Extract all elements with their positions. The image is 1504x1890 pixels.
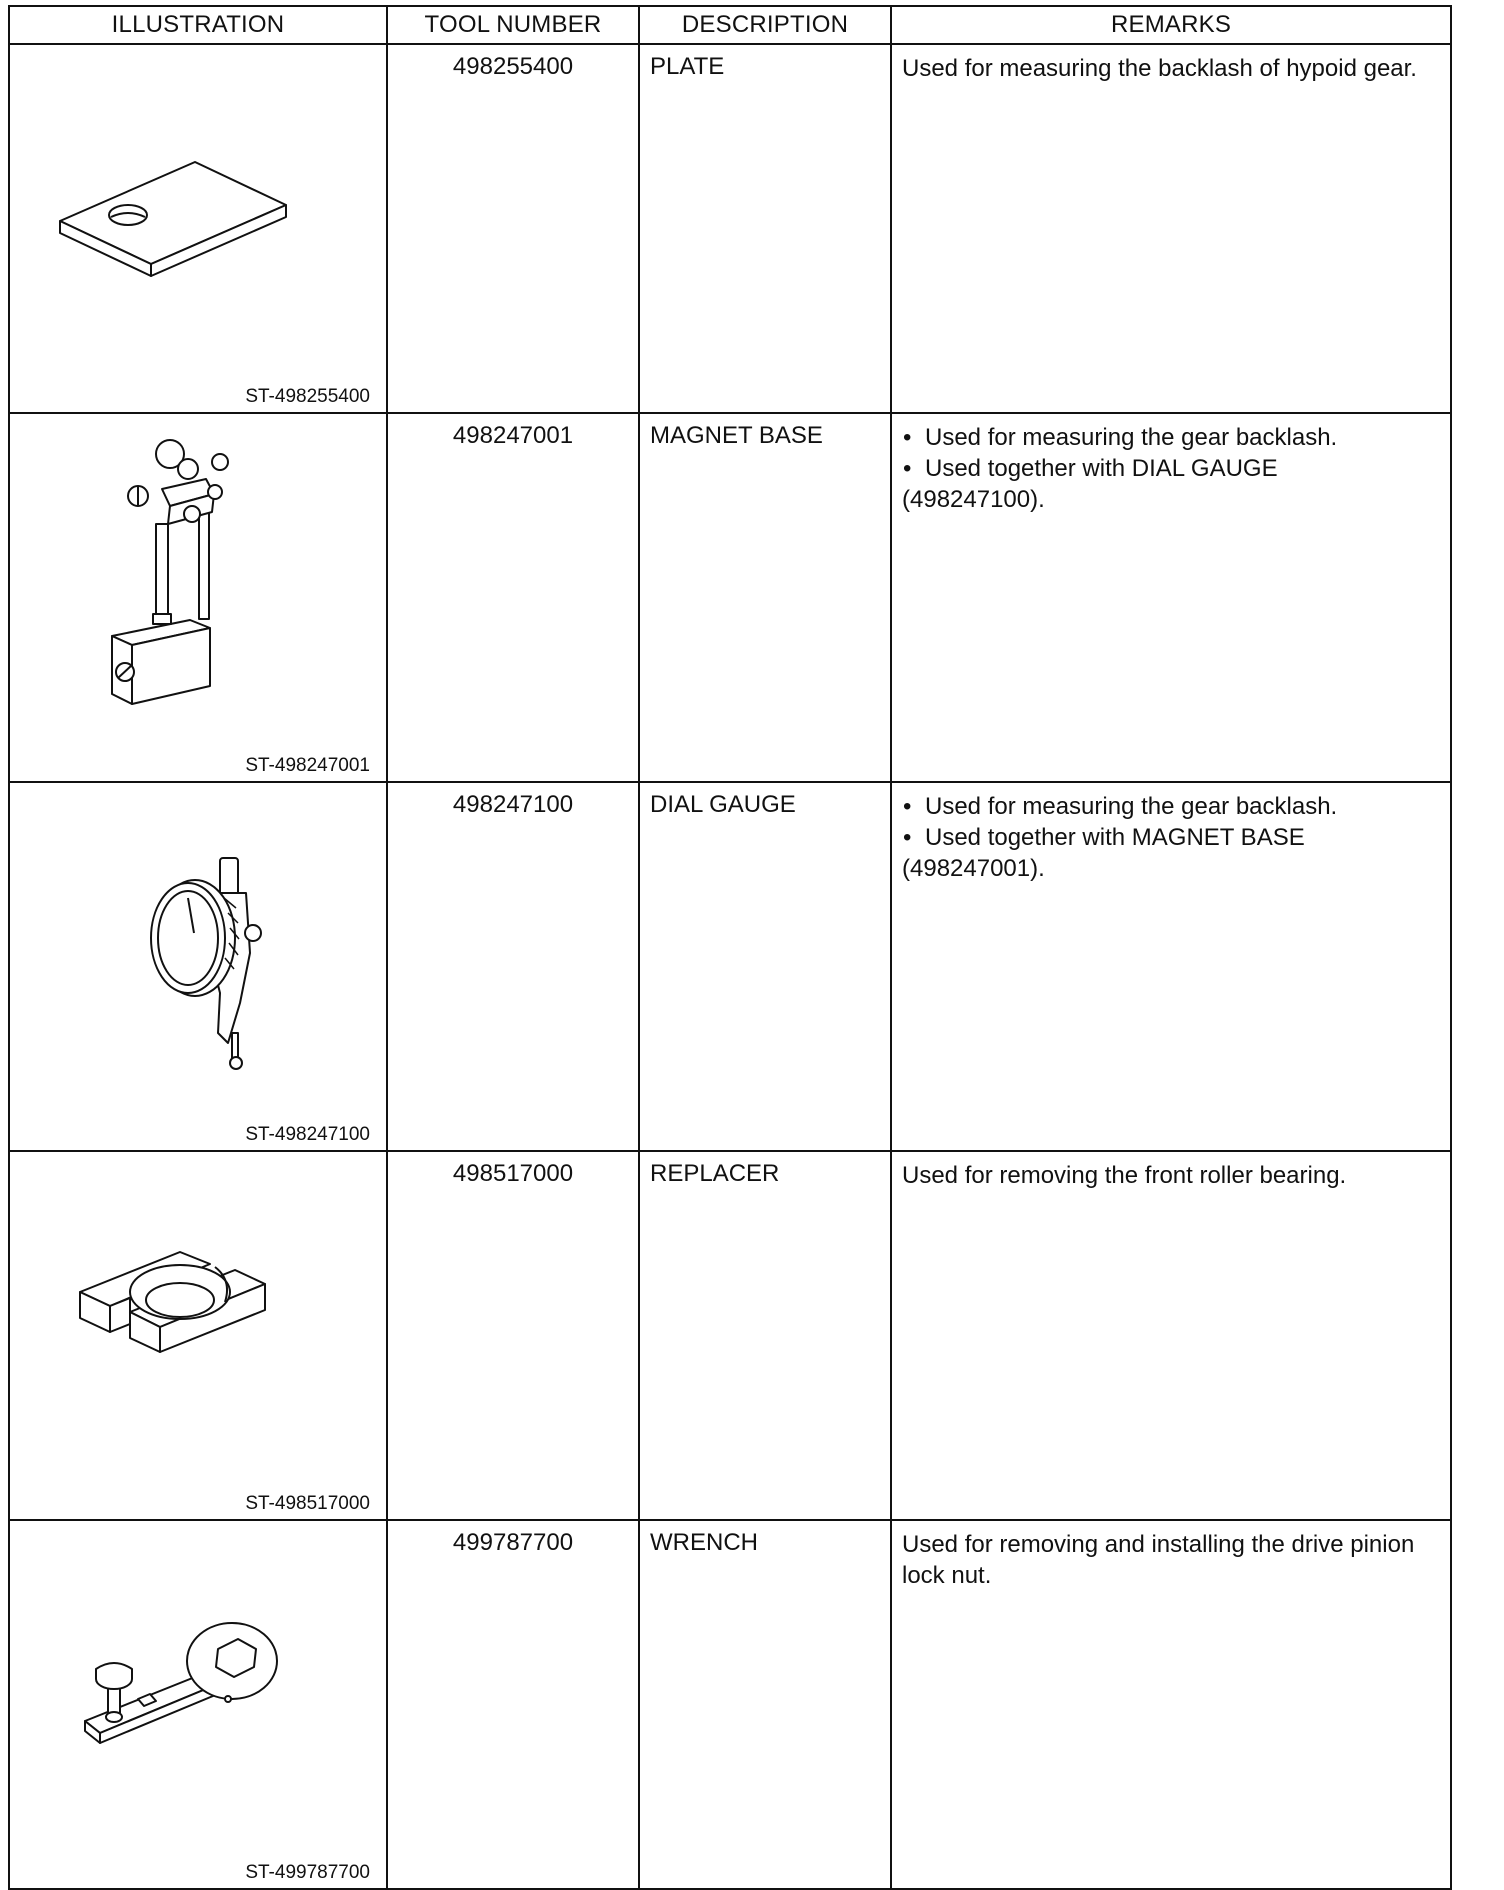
remarks-list bbox=[902, 791, 1440, 853]
tool-remarks: Used for removing the front roller bearing. bbox=[902, 1162, 1347, 1189]
remarks-continuation: (498247100). bbox=[902, 486, 1045, 513]
table-row bbox=[9, 44, 1451, 413]
tool-description: DIAL GAUGE bbox=[650, 791, 796, 818]
tools-table bbox=[8, 5, 1452, 1890]
replacer-icon bbox=[10, 1152, 386, 1519]
tool-remarks bbox=[892, 414, 1450, 515]
tool-number: 498517000 bbox=[452, 1160, 574, 1187]
header-description: DESCRIPTION bbox=[639, 6, 891, 44]
illustration-cell bbox=[10, 414, 386, 781]
tool-description: PLATE bbox=[650, 53, 725, 80]
tool-number: 498247100 bbox=[452, 791, 574, 818]
illustration-code: ST-498517000 bbox=[245, 1493, 370, 1514]
tool-number: 499787700 bbox=[452, 1529, 574, 1556]
table-row bbox=[9, 1520, 1451, 1889]
remarks-bullet: • Used together with MAGNET BASE bbox=[902, 822, 1440, 853]
illustration-cell bbox=[10, 1152, 386, 1519]
remarks-bullet: • Used for measuring the gear backlash. bbox=[902, 791, 1440, 822]
dial-gauge-icon bbox=[10, 783, 386, 1150]
table-row bbox=[9, 413, 1451, 782]
illustration-code: ST-498247100 bbox=[245, 1124, 370, 1145]
remarks-bullet: • Used for measuring the gear backlash. bbox=[902, 422, 1440, 453]
tool-remarks bbox=[892, 783, 1450, 884]
tool-description: REPLACER bbox=[650, 1160, 780, 1187]
wrench-icon bbox=[10, 1521, 386, 1888]
illustration-cell bbox=[10, 45, 386, 412]
table-row bbox=[9, 782, 1451, 1151]
plate-icon bbox=[10, 45, 386, 412]
remarks-list bbox=[902, 422, 1440, 484]
header-row bbox=[9, 6, 1451, 44]
illustration-code: ST-498255400 bbox=[245, 386, 370, 407]
tool-number: 498255400 bbox=[452, 53, 574, 80]
table-row bbox=[9, 1151, 1451, 1520]
tool-description: WRENCH bbox=[650, 1529, 758, 1556]
illustration-code: ST-498247001 bbox=[245, 755, 370, 776]
header-illustration: ILLUSTRATION bbox=[9, 6, 387, 44]
header-tool-number: TOOL NUMBER bbox=[387, 6, 639, 44]
illustration-cell bbox=[10, 783, 386, 1150]
magnet-base-icon bbox=[10, 414, 386, 781]
tool-description: MAGNET BASE bbox=[650, 422, 823, 449]
tool-remarks: Used for measuring the backlash of hypoid gear. bbox=[902, 55, 1417, 82]
tool-remarks: Used for removing and installing the drive pinion lock nut. bbox=[902, 1531, 1415, 1589]
illustration-cell bbox=[10, 1521, 386, 1888]
illustration-code: ST-499787700 bbox=[245, 1862, 370, 1883]
special-tools-sheet bbox=[8, 5, 1450, 1890]
remarks-bullet: • Used together with DIAL GAUGE bbox=[902, 453, 1440, 484]
header-remarks: REMARKS bbox=[891, 6, 1451, 44]
remarks-continuation: (498247001). bbox=[902, 855, 1045, 882]
tool-number: 498247001 bbox=[452, 422, 574, 449]
